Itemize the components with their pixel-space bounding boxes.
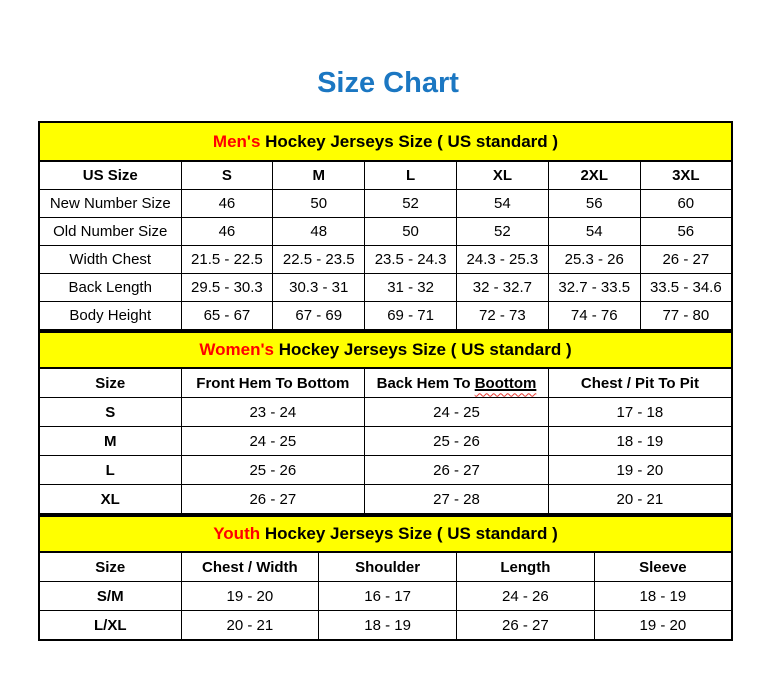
column-header: Shoulder — [319, 552, 457, 582]
size-value-cell: 54 — [456, 190, 548, 218]
size-value-cell: 25 - 26 — [181, 456, 365, 485]
size-chart — [38, 121, 733, 641]
misspelled-word-underline — [475, 375, 537, 392]
size-value-cell: 26 - 27 — [457, 611, 595, 641]
table-row — [39, 246, 732, 274]
table-row — [39, 611, 732, 641]
section-heading-text: Hockey Jerseys Size ( US standard ) — [260, 131, 559, 151]
column-header — [365, 368, 549, 398]
row-label: S — [39, 398, 181, 427]
size-value-cell: 26 - 27 — [181, 485, 365, 515]
size-value-cell: 20 - 21 — [181, 611, 319, 641]
size-value-cell: 56 — [548, 190, 640, 218]
mens-size-table — [38, 121, 733, 331]
size-value-cell: 72 - 73 — [456, 302, 548, 331]
row-label: Old Number Size — [39, 218, 181, 246]
section-heading-womens — [39, 332, 732, 368]
table-row — [39, 274, 732, 302]
column-header: Length — [457, 552, 595, 582]
table-row — [39, 190, 732, 218]
size-value-cell: 50 — [273, 190, 365, 218]
size-value-cell: 56 — [640, 218, 732, 246]
youth-header-row — [39, 552, 732, 582]
size-value-cell: 24 - 26 — [457, 582, 595, 611]
size-value-cell: 69 - 71 — [365, 302, 457, 331]
size-value-cell: 33.5 - 34.6 — [640, 274, 732, 302]
column-header: 2XL — [548, 161, 640, 190]
column-header: 3XL — [640, 161, 732, 190]
size-value-cell: 17 - 18 — [548, 398, 732, 427]
table-row — [39, 218, 732, 246]
womens-size-table — [38, 331, 733, 515]
size-value-cell: 32 - 32.7 — [456, 274, 548, 302]
column-header: S — [181, 161, 273, 190]
size-value-cell: 21.5 - 22.5 — [181, 246, 273, 274]
row-label: Back Length — [39, 274, 181, 302]
size-value-cell: 67 - 69 — [273, 302, 365, 331]
size-value-cell: 19 - 20 — [548, 456, 732, 485]
size-value-cell: 22.5 - 23.5 — [273, 246, 365, 274]
womens-section-heading-row — [39, 332, 732, 368]
column-header: Chest / Pit To Pit — [548, 368, 732, 398]
youth-section-heading-row — [39, 516, 732, 552]
size-value-cell: 52 — [365, 190, 457, 218]
row-label: New Number Size — [39, 190, 181, 218]
size-value-cell: 18 - 19 — [594, 582, 732, 611]
size-value-cell: 18 - 19 — [548, 427, 732, 456]
size-value-cell: 65 - 67 — [181, 302, 273, 331]
section-heading-accent: Women's — [199, 340, 274, 359]
size-value-cell: 24.3 - 25.3 — [456, 246, 548, 274]
table-row — [39, 398, 732, 427]
column-header-text: Back Hem To — [376, 374, 475, 392]
size-value-cell: 46 — [181, 218, 273, 246]
size-value-cell: 24 - 25 — [181, 427, 365, 456]
table-row — [39, 456, 732, 485]
column-header: Front Hem To Bottom — [181, 368, 365, 398]
size-value-cell: 30.3 - 31 — [273, 274, 365, 302]
size-value-cell: 24 - 25 — [365, 398, 549, 427]
size-value-cell: 23 - 24 — [181, 398, 365, 427]
section-heading-mens — [39, 122, 732, 161]
row-label: M — [39, 427, 181, 456]
column-header: L — [365, 161, 457, 190]
row-label: L/XL — [39, 611, 181, 641]
womens-header-row — [39, 368, 732, 398]
size-value-cell: 26 - 27 — [365, 456, 549, 485]
size-value-cell: 32.7 - 33.5 — [548, 274, 640, 302]
row-label: L — [39, 456, 181, 485]
size-value-cell: 19 - 20 — [181, 582, 319, 611]
size-value-cell: 20 - 21 — [548, 485, 732, 515]
size-value-cell: 77 - 80 — [640, 302, 732, 331]
size-value-cell: 31 - 32 — [365, 274, 457, 302]
size-value-cell: 27 - 28 — [365, 485, 549, 515]
mens-header-row — [39, 161, 732, 190]
table-row — [39, 302, 732, 331]
size-value-cell: 25 - 26 — [365, 427, 549, 456]
row-label: S/M — [39, 582, 181, 611]
section-heading-youth — [39, 516, 732, 552]
column-header: Size — [39, 368, 181, 398]
section-heading-accent: Youth — [213, 524, 261, 543]
size-value-cell: 19 - 20 — [594, 611, 732, 641]
size-value-cell: 48 — [273, 218, 365, 246]
column-header: Size — [39, 552, 181, 582]
misspelled-word: Boottom — [474, 374, 537, 392]
section-heading-text: Hockey Jerseys Size ( US standard ) — [260, 524, 558, 543]
table-row — [39, 427, 732, 456]
size-value-cell: 25.3 - 26 — [548, 246, 640, 274]
mens-section-heading-row — [39, 122, 732, 161]
row-label: XL — [39, 485, 181, 515]
column-header: XL — [456, 161, 548, 190]
size-value-cell: 50 — [365, 218, 457, 246]
size-value-cell: 46 — [181, 190, 273, 218]
size-value-cell: 60 — [640, 190, 732, 218]
youth-size-table — [38, 515, 733, 641]
row-label: Width Chest — [39, 246, 181, 274]
size-value-cell: 52 — [456, 218, 548, 246]
column-header: M — [273, 161, 365, 190]
row-label: Body Height — [39, 302, 181, 331]
size-value-cell: 16 - 17 — [319, 582, 457, 611]
size-value-cell: 29.5 - 30.3 — [181, 274, 273, 302]
section-heading-text: Hockey Jerseys Size ( US standard ) — [273, 340, 572, 359]
column-header: US Size — [39, 161, 181, 190]
size-value-cell: 54 — [548, 218, 640, 246]
column-header: Chest / Width — [181, 552, 319, 582]
table-row — [39, 485, 732, 515]
table-row — [39, 582, 732, 611]
page-title: Size Chart — [317, 67, 459, 99]
size-value-cell: 26 - 27 — [640, 246, 732, 274]
size-value-cell: 18 - 19 — [319, 611, 457, 641]
section-heading-accent: Men's — [212, 131, 261, 151]
size-value-cell: 23.5 - 24.3 — [365, 246, 457, 274]
column-header: Sleeve — [594, 552, 732, 582]
size-value-cell: 74 - 76 — [548, 302, 640, 331]
